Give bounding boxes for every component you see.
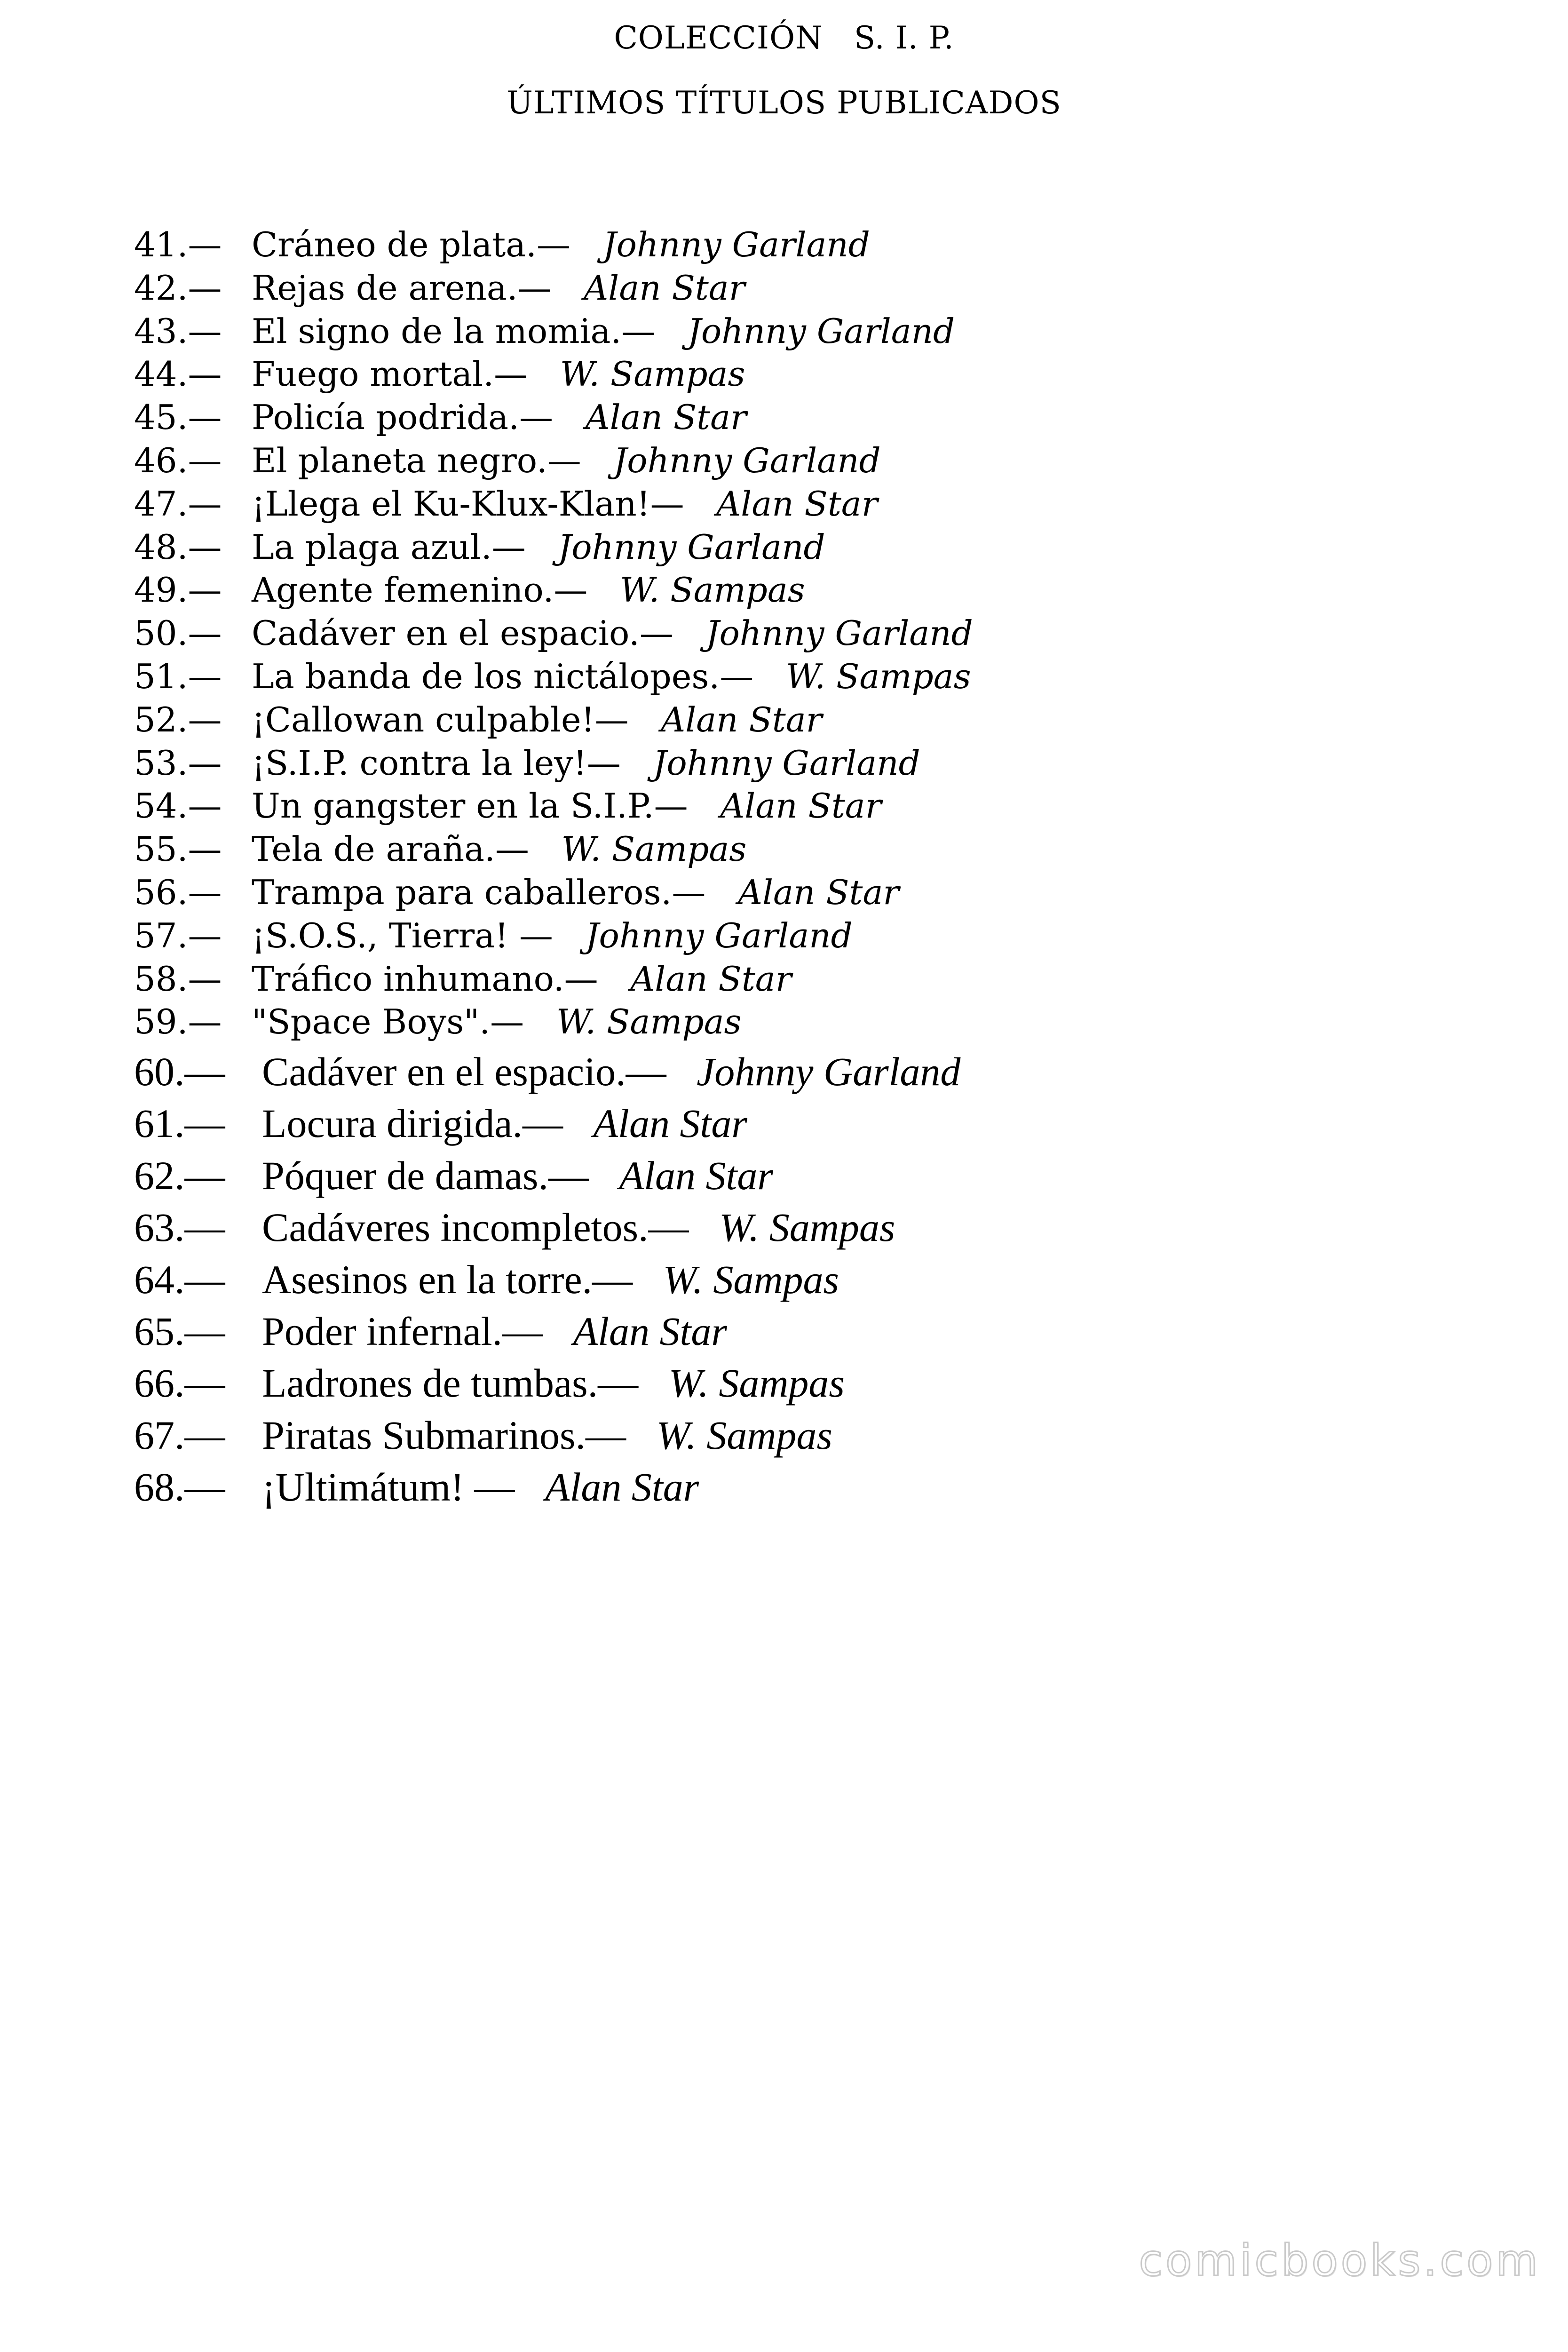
- list-item-entry: [262, 1257, 839, 1302]
- list-item-number: 49.—: [134, 570, 222, 610]
- list-item-number: 47.—: [134, 484, 222, 524]
- list-item-author: W. Sampas: [620, 570, 805, 610]
- list-item-number: 43.—: [134, 311, 222, 351]
- list-item-number: 53.—: [134, 743, 222, 783]
- list-item-author: W. Sampas: [663, 1257, 839, 1302]
- list-item-entry: [252, 787, 881, 825]
- list-item-entry: [252, 398, 746, 436]
- list-item-author: Johnny Garland: [697, 1049, 961, 1094]
- list-item-title: ¡Llega el Ku-Klux-Klan!—: [252, 484, 684, 524]
- list-item-entry: [252, 830, 746, 868]
- list-item-entry: [252, 1003, 742, 1041]
- watermark-logo: comicbooks.com: [1139, 2235, 1541, 2286]
- list-item-number: 65.—: [134, 1309, 225, 1354]
- list-item-entry: [252, 528, 825, 566]
- list-item-number: 55.—: [134, 829, 222, 869]
- list-item-entry: [262, 1101, 747, 1146]
- list-item-title: Piratas Submarinos.—: [262, 1413, 626, 1458]
- list-item-entry: [262, 1205, 895, 1250]
- list-item-author: W. Sampas: [561, 829, 747, 869]
- list-item-number: 56.—: [134, 873, 222, 912]
- list-item-number: 62.—: [134, 1153, 225, 1198]
- list-item-title: La plaga azul.—: [252, 527, 526, 567]
- list-item-number: 58.—: [134, 959, 222, 999]
- list-item-entry: [262, 1413, 832, 1458]
- list-item-title: Ladrones de tumbas.—: [262, 1360, 639, 1406]
- list-item-entry: [252, 571, 805, 609]
- list-item-author: Alan Star: [716, 484, 878, 524]
- list-item-number: 64.—: [134, 1257, 225, 1302]
- list-item-entry: [262, 1153, 773, 1198]
- list-item-title: Cadáveres incompletos.—: [262, 1205, 689, 1250]
- list-item-title: Asesinos en la torre.—: [262, 1257, 633, 1302]
- list-item-author: W. Sampas: [785, 657, 971, 696]
- list-item-title: ¡Callowan culpable!—: [252, 700, 629, 739]
- list-item-author: Johnny Garland: [705, 613, 973, 653]
- list-item-author: W. Sampas: [668, 1360, 845, 1406]
- list-item-entry: [252, 874, 899, 911]
- page-subtitle: ÚLTIMOS TÍTULOS PUBLICADOS: [507, 85, 1061, 121]
- list-item-title: Fuego mortal.—: [252, 354, 528, 394]
- list-item-title: "Space Boys".—: [252, 1002, 524, 1041]
- list-item-title: Policía podrida.—: [252, 397, 553, 437]
- list-item-author: Alan Star: [720, 786, 882, 826]
- list-item-author: Johnny Garland: [558, 527, 825, 567]
- list-item-entry: [252, 485, 878, 523]
- list-item-entry: [262, 1464, 699, 1510]
- list-item-number: 54.—: [134, 786, 222, 826]
- list-item-entry: [262, 1049, 960, 1094]
- list-item-title: Locura dirigida.—: [262, 1101, 563, 1146]
- list-item-number: 60.—: [134, 1049, 225, 1094]
- list-item-number: 52.—: [134, 700, 222, 739]
- list-item-author: Alan Star: [619, 1153, 773, 1198]
- list-item-entry: [252, 442, 881, 479]
- list-item-author: Alan Star: [593, 1101, 747, 1146]
- list-item-entry: [252, 226, 870, 263]
- list-item-number: 41.—: [134, 225, 222, 264]
- list-item-number: 67.—: [134, 1413, 225, 1458]
- list-item-entry: [252, 658, 971, 695]
- list-item-author: Johnny Garland: [653, 743, 920, 783]
- list-item-entry: [262, 1309, 727, 1354]
- list-item-number: 51.—: [134, 657, 222, 696]
- list-item-author: Alan Star: [573, 1309, 727, 1354]
- list-item-title: Poder infernal.—: [262, 1309, 543, 1354]
- list-item-number: 44.—: [134, 354, 222, 394]
- list-item-author: Alan Star: [738, 873, 899, 912]
- list-item-title: ¡Ultimátum! —: [262, 1464, 515, 1510]
- collection-label: COLECCIÓN: [614, 20, 823, 56]
- collection-heading: [0, 20, 1568, 56]
- list-item-author: Alan Star: [545, 1464, 699, 1510]
- list-item-title: Póquer de damas.—: [262, 1153, 589, 1198]
- list-item-entry: [252, 744, 920, 782]
- list-item-number: 50.—: [134, 613, 222, 653]
- list-item-number: 48.—: [134, 527, 222, 567]
- list-item-author: Johnny Garland: [687, 311, 955, 351]
- list-item-number: 61.—: [134, 1101, 225, 1146]
- list-item-title: Tela de araña.—: [252, 829, 529, 869]
- list-item-entry: [252, 960, 792, 998]
- list-item-title: La banda de los nictálopes.—: [252, 657, 754, 696]
- list-item-author: W. Sampas: [656, 1413, 832, 1458]
- list-item-author: Alan Star: [630, 959, 792, 999]
- list-item-author: Johnny Garland: [585, 916, 853, 955]
- list-item-entry: [252, 917, 853, 954]
- list-item-title: Trampa para caballeros.—: [252, 873, 706, 912]
- list-item-author: Johnny Garland: [613, 441, 881, 480]
- list-item-title: ¡S.I.P. contra la ley!—: [252, 743, 621, 783]
- list-item-number: 59.—: [134, 1002, 222, 1041]
- list-item-author: W. Sampas: [719, 1205, 895, 1250]
- list-item-author: W. Sampas: [556, 1002, 742, 1041]
- list-item-number: 63.—: [134, 1205, 225, 1250]
- list-item-title: El signo de la momia.—: [252, 311, 656, 351]
- list-item-entry: [262, 1360, 845, 1406]
- list-item-title: ¡S.O.S., Tierra! —: [252, 916, 553, 955]
- list-item-author: Johnny Garland: [602, 225, 870, 264]
- collection-name: S. I. P.: [854, 20, 954, 56]
- list-item-title: Cadáver en el espacio.—: [252, 613, 673, 653]
- list-item-title: Cadáver en el espacio.—: [262, 1049, 666, 1094]
- list-item-author: Alan Star: [661, 700, 823, 739]
- list-item-title: Tráfico inhumano.—: [252, 959, 598, 999]
- list-item-author: Alan Star: [584, 268, 745, 308]
- list-item-title: Cráneo de plata.—: [252, 225, 571, 264]
- list-item-number: 57.—: [134, 916, 222, 955]
- list-item-entry: [252, 701, 822, 739]
- list-item-number: 68.—: [134, 1464, 225, 1510]
- list-item-entry: [252, 269, 745, 307]
- list-item-number: 66.—: [134, 1360, 225, 1406]
- list-item-author: W. Sampas: [560, 354, 745, 394]
- list-item-title: Rejas de arena.—: [252, 268, 552, 308]
- list-item-title: Agente femenino.—: [252, 570, 588, 610]
- list-item-entry: [252, 312, 955, 350]
- list-item-number: 42.—: [134, 268, 222, 308]
- list-item-author: Alan Star: [585, 397, 747, 437]
- list-item-entry: [252, 355, 745, 393]
- list-item-entry: [252, 614, 973, 652]
- list-item-title: Un gangster en la S.I.P.—: [252, 786, 688, 826]
- list-item-number: 45.—: [134, 397, 222, 437]
- list-item-title: El planeta negro.—: [252, 441, 581, 480]
- list-item-number: 46.—: [134, 441, 222, 480]
